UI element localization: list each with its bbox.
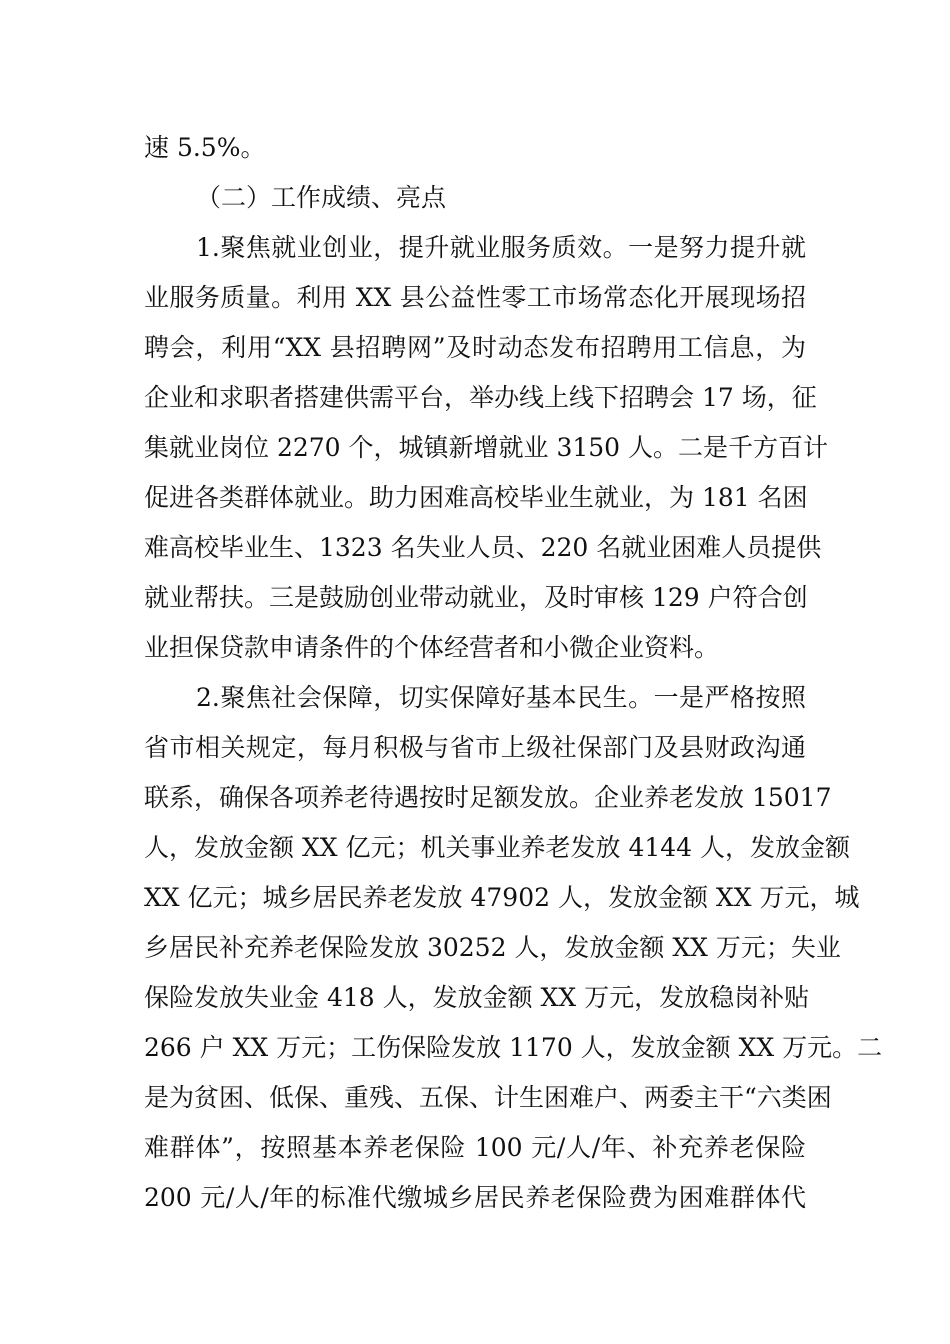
paragraph-line: 速 5.5%。 (144, 133, 266, 162)
paragraph-line: 促进各类群体就业。助力困难高校毕业生就业，为 181 名困 (144, 483, 808, 512)
paragraph-line: 是为贫困、低保、重残、五保、计生困难户、两委主干“六类困 (144, 1083, 832, 1112)
paragraph-line: 企业和求职者搭建供需平台，举办线上线下招聘会 17 场，征 (144, 383, 817, 412)
paragraph-line: 保险发放失业金 418 人，发放金额 XX 万元，发放稳岗补贴 (144, 983, 810, 1012)
paragraph-line: 聘会，利用“XX 县招聘网”及时动态发布招聘用工信息，为 (144, 333, 806, 362)
paragraph-line: 就业帮扶。三是鼓励创业带动就业，及时审核 129 户符合创 (144, 583, 808, 612)
paragraph-line: 乡居民补充养老保险发放 30252 人，发放金额 XX 万元；失业 (144, 933, 841, 962)
paragraph-line: 业服务质量。利用 XX 县公益性零工市场常态化开展现场招 (144, 283, 806, 312)
paragraph-line: 2.聚焦社会保障，切实保障好基本民生。一是严格按照 (196, 683, 806, 712)
paragraph-line: 难群体”，按照基本养老保险 100 元/人/年、补充养老保险 (144, 1133, 806, 1162)
paragraph-line: 业担保贷款申请条件的个体经营者和小微企业资料。 (144, 633, 720, 662)
paragraph-line: XX 亿元；城乡居民养老发放 47902 人，发放金额 XX 万元，城 (144, 883, 860, 912)
paragraph-line: 联系，确保各项养老待遇按时足额发放。企业养老发放 15017 (144, 783, 832, 812)
paragraph-line: 1.聚焦就业创业，提升就业服务质效。一是努力提升就 (196, 233, 806, 262)
paragraph-line: 难高校毕业生、1323 名失业人员、220 名就业困难人员提供 (144, 533, 822, 562)
paragraph-line: 266 户 XX 万元；工伤保险发放 1170 人，发放金额 XX 万元。二 (144, 1033, 883, 1062)
paragraph-line: 省市相关规定，每月积极与省市上级社保部门及县财政沟通 (144, 733, 806, 762)
paragraph-line: 200 元/人/年的标准代缴城乡居民养老保险费为困难群体代 (144, 1183, 806, 1212)
section-heading: （二）工作成绩、亮点 (196, 183, 447, 212)
paragraph-line: 集就业岗位 2270 个，城镇新增就业 3150 人。二是千方百计 (144, 433, 829, 462)
paragraph-line: 人，发放金额 XX 亿元；机关事业养老发放 4144 人，发放金额 (144, 833, 851, 862)
